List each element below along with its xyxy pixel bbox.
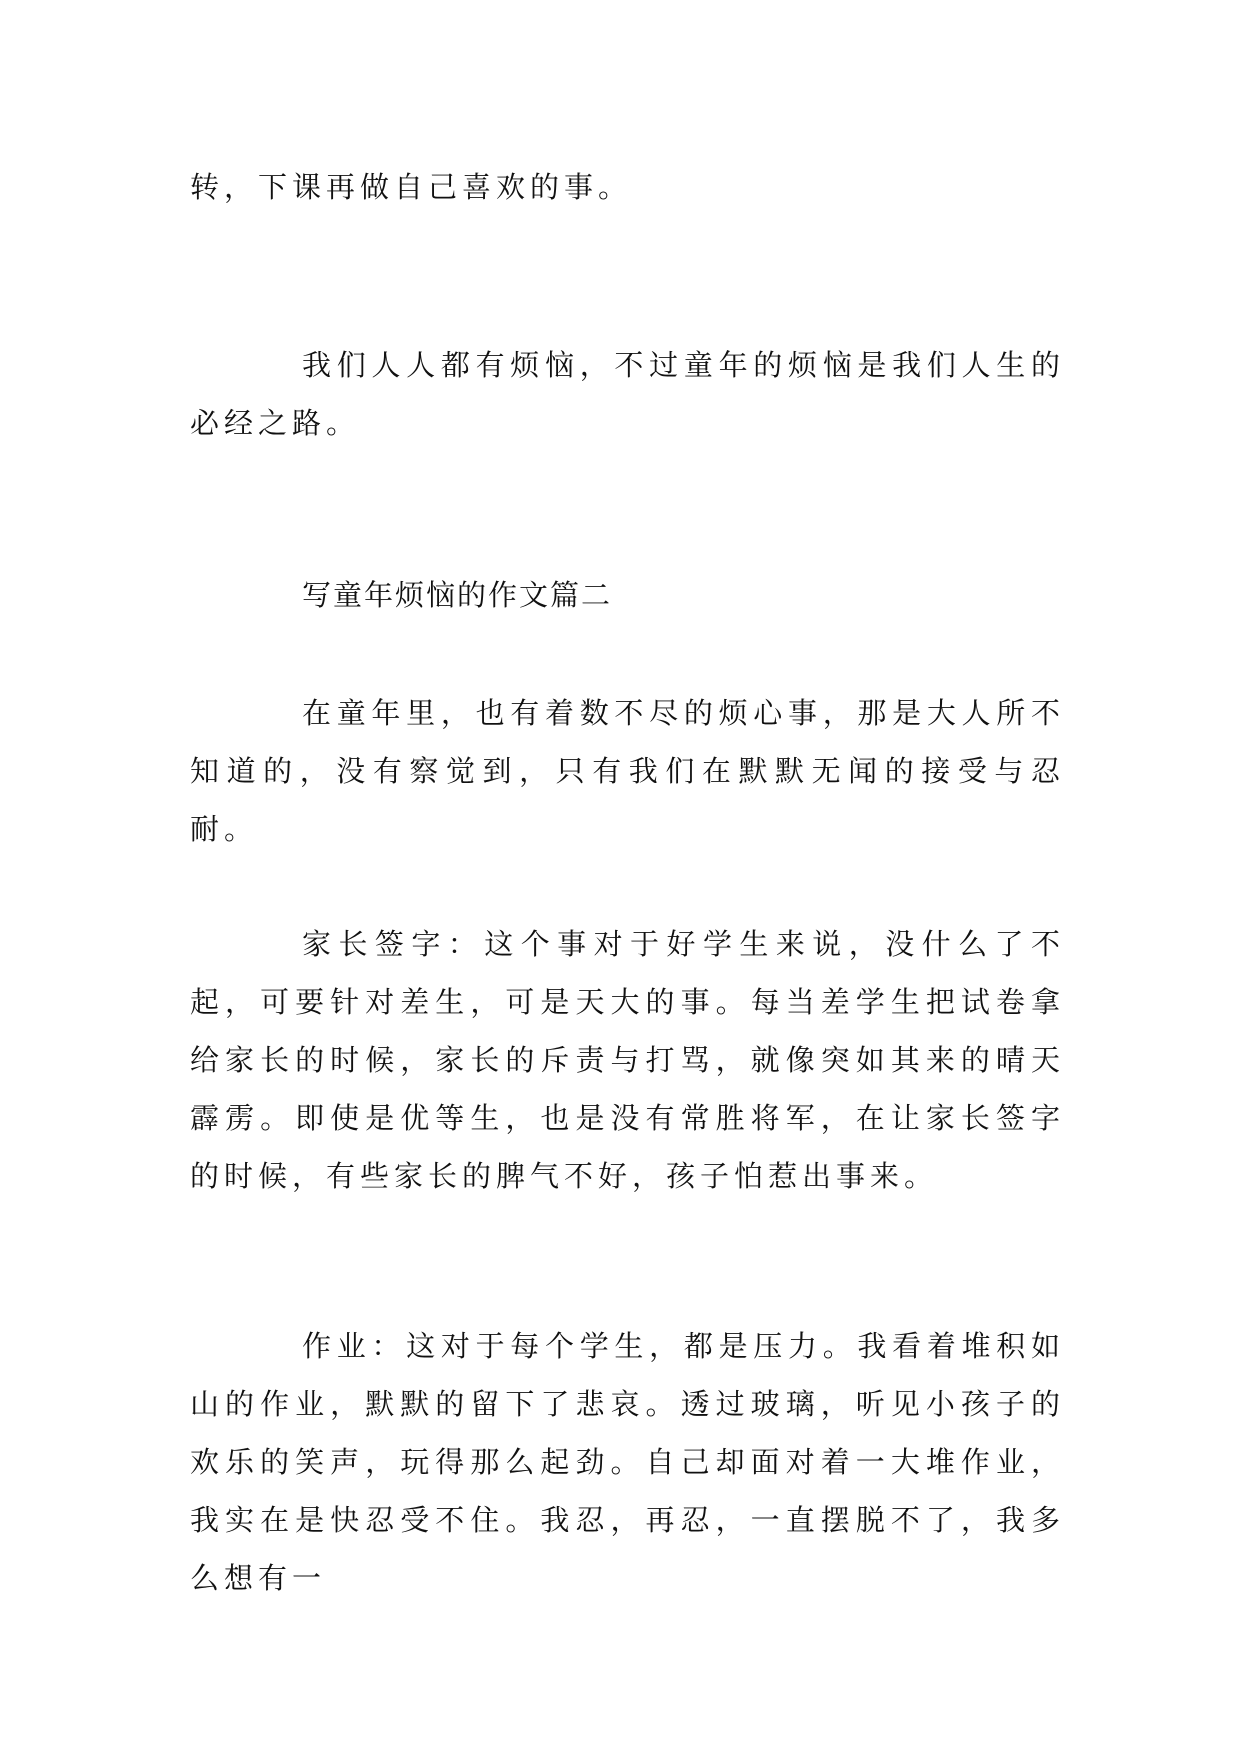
paragraph-intro: 在童年里，也有着数不尽的烦心事，那是大人所不知道的，没有察觉到，只有我们在默默无闻的接受与忍耐。 bbox=[190, 696, 1065, 846]
paragraph-conclusion: 我们人人都有烦恼，不过童年的烦恼是我们人生的必经之路。 bbox=[190, 348, 1065, 440]
paragraph-continuation: 转，下课再做自己喜欢的事。 bbox=[190, 170, 633, 204]
section-title: 写童年烦恼的作文篇二 bbox=[302, 578, 613, 612]
paragraph-homework: 作业：这对于每个学生，都是压力。我看着堆积如山的作业，默默的留下了悲哀。透过玻璃，听见小孩子的欢乐的笑声，玩得那么起劲。自己却面对着一大堆作业，我实在是快忍受不住。我忍，再忍，一直摆脱不了，我多么想有一 bbox=[190, 1329, 1065, 1595]
paragraph-parent-signature: 家长签字：这个事对于好学生来说，没什么了不起，可要针对差生，可是天大的事。每当差学生把试卷拿给家长的时候，家长的斥责与打骂，就像突如其来的晴天霹雳。即使是优等生，也是没有常胜将军，在让家长签字的时候，有些家长的脾气不好，孩子怕惹出事来。 bbox=[190, 927, 1065, 1193]
